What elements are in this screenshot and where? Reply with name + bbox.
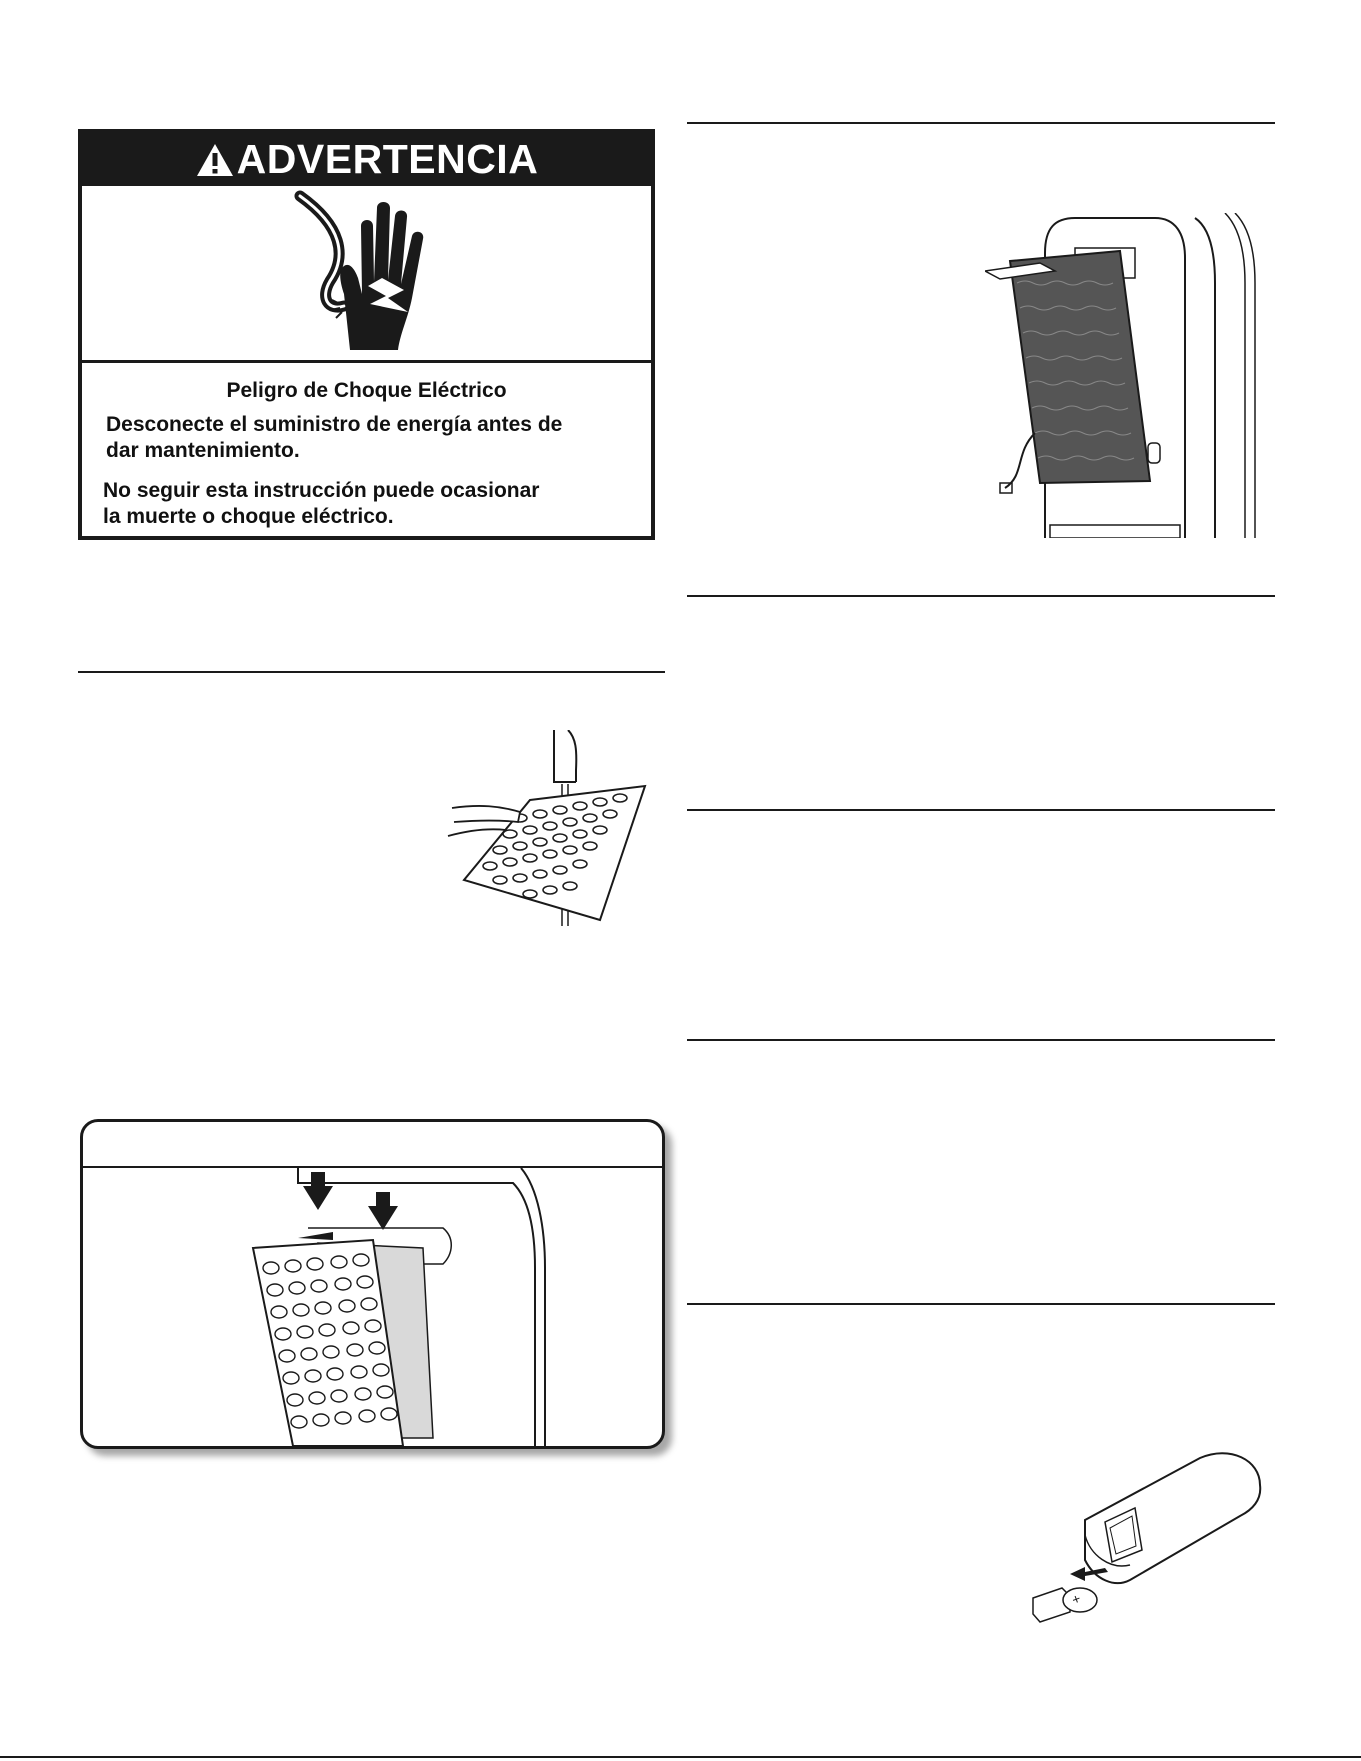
- filter-install-illustration: [83, 1168, 662, 1446]
- warning-text-4: la muerte o choque eléctrico.: [103, 505, 394, 528]
- warning-triangle-icon: [195, 142, 235, 178]
- section-rule-right-3: [687, 809, 1275, 811]
- section-rule-right-4: [687, 1039, 1275, 1041]
- warning-text-1: Desconecte el suministro de energía antes de: [106, 413, 563, 436]
- filter-install-panel: [80, 1119, 665, 1449]
- section-rule-right-5: [687, 1303, 1275, 1305]
- page-bottom-rule: [0, 1756, 1361, 1758]
- unit-filter-illustration: [985, 213, 1275, 538]
- section-rule-right-2: [687, 595, 1275, 597]
- warning-title: Peligro de Choque Eléctrico: [226, 379, 507, 402]
- section-rule-left: [78, 671, 665, 673]
- remote-battery-illustration: [1030, 1450, 1265, 1650]
- filter-rinse-illustration: [440, 730, 665, 930]
- electric-shock-hand-icon: [82, 186, 651, 360]
- section-rule-right-1: [687, 122, 1275, 124]
- warning-header-text: ADVERTENCIA: [236, 136, 539, 182]
- warning-text-3: No seguir esta instrucción puede ocasionar: [103, 479, 540, 502]
- warning-header: [82, 133, 651, 186]
- svg-text:+: +: [1069, 1589, 1083, 1608]
- warning-text-2: dar mantenimiento.: [106, 439, 300, 462]
- warning-divider: [82, 360, 651, 363]
- warning-box: [78, 129, 655, 540]
